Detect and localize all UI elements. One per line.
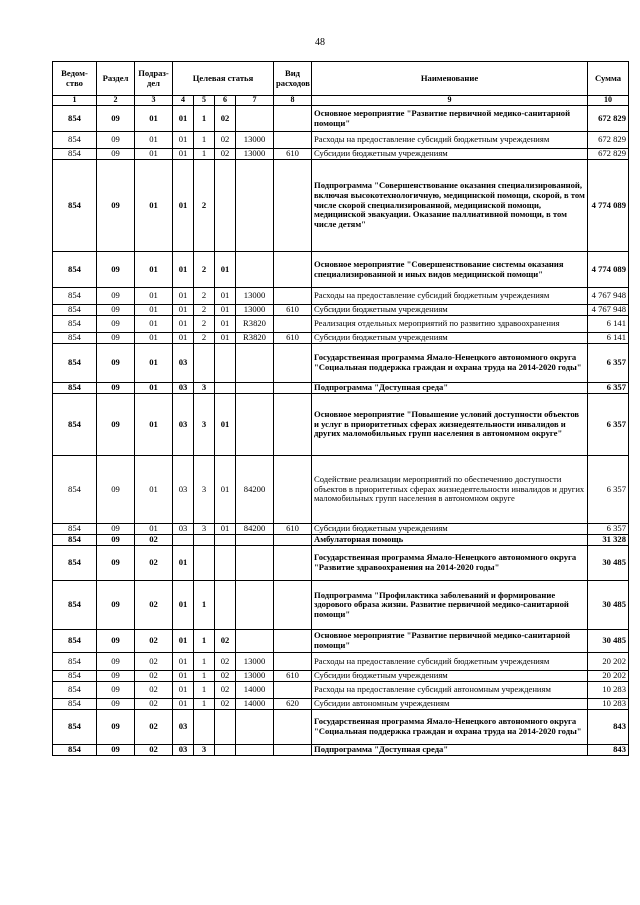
target-article-activity-cell xyxy=(215,710,236,745)
sum-cell: 30 485 xyxy=(588,581,629,630)
page-number: 48 xyxy=(315,37,325,48)
podrazdel-cell: 02 xyxy=(135,745,173,756)
sum-cell: 672 829 xyxy=(588,132,629,149)
column-number: 8 xyxy=(274,96,312,106)
vedomstvo-cell: 854 xyxy=(53,699,97,710)
name-cell: Субсидии бюджетным учреждениям xyxy=(312,149,588,160)
table-row xyxy=(53,252,629,288)
target-article-subprogram-cell xyxy=(194,546,215,581)
header-vedomstvo: Ведом-ство xyxy=(53,62,97,96)
vedomstvo-cell: 854 xyxy=(53,252,97,288)
vedomstvo-cell: 854 xyxy=(53,630,97,653)
razdel-cell: 09 xyxy=(97,456,135,524)
target-article-program-cell: 01 xyxy=(173,106,194,132)
razdel-cell: 09 xyxy=(97,132,135,149)
vedomstvo-cell: 854 xyxy=(53,581,97,630)
target-article-subprogram-cell xyxy=(194,710,215,745)
sum-cell: 30 485 xyxy=(588,630,629,653)
column-number: 5 xyxy=(194,96,215,106)
name-cell: Расходы на предоставление субсидий бюджетным учреждениям xyxy=(312,132,588,149)
sum-cell: 843 xyxy=(588,710,629,745)
podrazdel-cell: 01 xyxy=(135,305,173,316)
expense-type-cell xyxy=(274,288,312,305)
target-article-direction-cell: 13000 xyxy=(236,671,274,682)
header-vid-rashodov: Вид расходов xyxy=(274,62,312,96)
razdel-cell: 09 xyxy=(97,316,135,333)
target-article-program-cell: 01 xyxy=(173,671,194,682)
expense-type-cell xyxy=(274,653,312,671)
expense-type-cell xyxy=(274,745,312,756)
podrazdel-cell: 02 xyxy=(135,682,173,699)
table-row xyxy=(53,630,629,653)
column-number: 3 xyxy=(135,96,173,106)
razdel-cell: 09 xyxy=(97,344,135,383)
vedomstvo-cell: 854 xyxy=(53,160,97,252)
target-article-program-cell: 03 xyxy=(173,383,194,394)
table-row xyxy=(53,344,629,383)
name-cell: Основное мероприятие "Развитие первичной медико-санитарной помощи" xyxy=(312,106,588,132)
target-article-program-cell: 01 xyxy=(173,630,194,653)
target-article-subprogram-cell: 2 xyxy=(194,316,215,333)
target-article-direction-cell: R3820 xyxy=(236,316,274,333)
name-cell: Реализация отдельных мероприятий по развитию здравоохранения xyxy=(312,316,588,333)
vedomstvo-cell: 854 xyxy=(53,344,97,383)
column-number: 10 xyxy=(588,96,629,106)
expense-type-cell: 620 xyxy=(274,699,312,710)
expense-type-cell: 610 xyxy=(274,149,312,160)
table-row xyxy=(53,394,629,456)
razdel-cell: 09 xyxy=(97,333,135,344)
podrazdel-cell: 02 xyxy=(135,653,173,671)
sum-cell: 843 xyxy=(588,745,629,756)
vedomstvo-cell: 854 xyxy=(53,333,97,344)
table-row xyxy=(53,456,629,524)
expense-type-cell: 610 xyxy=(274,305,312,316)
target-article-direction-cell: 13000 xyxy=(236,132,274,149)
table-row xyxy=(53,671,629,682)
target-article-activity-cell: 01 xyxy=(215,305,236,316)
vedomstvo-cell: 854 xyxy=(53,546,97,581)
column-number: 7 xyxy=(236,96,274,106)
sum-cell: 31 328 xyxy=(588,535,629,546)
target-article-program-cell: 01 xyxy=(173,149,194,160)
expense-type-cell xyxy=(274,383,312,394)
name-cell: Основное мероприятие "Повышение условий доступности объектов и услуг в приоритетных сферах жизнедеятельности инвалидов и других маломобильных групп населения в автономном округе" xyxy=(312,394,588,456)
vedomstvo-cell: 854 xyxy=(53,745,97,756)
header-naimenovanie: Наименование xyxy=(312,62,588,96)
target-article-subprogram-cell: 1 xyxy=(194,132,215,149)
sum-cell: 10 283 xyxy=(588,699,629,710)
target-article-subprogram-cell: 2 xyxy=(194,160,215,252)
sum-cell: 4 767 948 xyxy=(588,288,629,305)
expense-type-cell xyxy=(274,252,312,288)
target-article-program-cell: 01 xyxy=(173,316,194,333)
podrazdel-cell: 01 xyxy=(135,333,173,344)
target-article-activity-cell: 02 xyxy=(215,653,236,671)
target-article-subprogram-cell: 1 xyxy=(194,671,215,682)
target-article-subprogram-cell: 2 xyxy=(194,305,215,316)
podrazdel-cell: 01 xyxy=(135,383,173,394)
expense-type-cell: 610 xyxy=(274,524,312,535)
target-article-subprogram-cell: 3 xyxy=(194,394,215,456)
target-article-direction-cell xyxy=(236,546,274,581)
razdel-cell: 09 xyxy=(97,288,135,305)
target-article-program-cell: 03 xyxy=(173,710,194,745)
target-article-direction-cell xyxy=(236,745,274,756)
table-row xyxy=(53,316,629,333)
target-article-direction-cell xyxy=(236,252,274,288)
target-article-activity-cell xyxy=(215,581,236,630)
target-article-activity-cell xyxy=(215,745,236,756)
target-article-program-cell: 01 xyxy=(173,252,194,288)
expense-type-cell xyxy=(274,160,312,252)
target-article-program-cell: 01 xyxy=(173,288,194,305)
razdel-cell: 09 xyxy=(97,106,135,132)
target-article-subprogram-cell: 3 xyxy=(194,524,215,535)
target-article-program-cell: 01 xyxy=(173,546,194,581)
podrazdel-cell: 01 xyxy=(135,344,173,383)
target-article-direction-cell xyxy=(236,160,274,252)
target-article-activity-cell: 02 xyxy=(215,630,236,653)
header-summa: Сумма xyxy=(588,62,629,96)
vedomstvo-cell: 854 xyxy=(53,305,97,316)
target-article-activity-cell: 02 xyxy=(215,682,236,699)
sum-cell: 672 829 xyxy=(588,106,629,132)
expense-type-cell xyxy=(274,546,312,581)
target-article-direction-cell xyxy=(236,106,274,132)
razdel-cell: 09 xyxy=(97,535,135,546)
column-number: 4 xyxy=(173,96,194,106)
name-cell: Подпрограмма "Доступная среда" xyxy=(312,383,588,394)
target-article-subprogram-cell: 1 xyxy=(194,106,215,132)
podrazdel-cell: 01 xyxy=(135,288,173,305)
podrazdel-cell: 01 xyxy=(135,524,173,535)
target-article-activity-cell xyxy=(215,546,236,581)
podrazdel-cell: 02 xyxy=(135,699,173,710)
vedomstvo-cell: 854 xyxy=(53,394,97,456)
target-article-direction-cell xyxy=(236,581,274,630)
target-article-program-cell: 01 xyxy=(173,653,194,671)
target-article-subprogram-cell: 2 xyxy=(194,333,215,344)
name-cell: Подпрограмма "Профилактика заболеваний и формирование здорового образа жизни. Развитие первичной медико-санитарной помощи" xyxy=(312,581,588,630)
table-row xyxy=(53,653,629,671)
table-row xyxy=(53,305,629,316)
expense-type-cell xyxy=(274,581,312,630)
name-cell: Расходы на предоставление субсидий бюджетным учреждениям xyxy=(312,653,588,671)
target-article-activity-cell: 01 xyxy=(215,524,236,535)
target-article-subprogram-cell: 1 xyxy=(194,630,215,653)
target-article-subprogram-cell: 1 xyxy=(194,149,215,160)
target-article-direction-cell xyxy=(236,383,274,394)
expense-type-cell xyxy=(274,316,312,333)
target-article-activity-cell: 02 xyxy=(215,106,236,132)
target-article-direction-cell: 84200 xyxy=(236,456,274,524)
podrazdel-cell: 01 xyxy=(135,456,173,524)
razdel-cell: 09 xyxy=(97,710,135,745)
target-article-program-cell: 03 xyxy=(173,524,194,535)
podrazdel-cell: 01 xyxy=(135,149,173,160)
target-article-direction-cell xyxy=(236,394,274,456)
vedomstvo-cell: 854 xyxy=(53,149,97,160)
table-row xyxy=(53,535,629,546)
razdel-cell: 09 xyxy=(97,149,135,160)
podrazdel-cell: 01 xyxy=(135,106,173,132)
target-article-activity-cell: 01 xyxy=(215,288,236,305)
expense-type-cell xyxy=(274,535,312,546)
podrazdel-cell: 01 xyxy=(135,316,173,333)
target-article-program-cell: 01 xyxy=(173,333,194,344)
expense-type-cell: 610 xyxy=(274,671,312,682)
table-row xyxy=(53,581,629,630)
name-cell: Амбулаторная помощь xyxy=(312,535,588,546)
vedomstvo-cell: 854 xyxy=(53,288,97,305)
budget-table xyxy=(52,61,629,756)
target-article-subprogram-cell: 2 xyxy=(194,252,215,288)
target-article-direction-cell: 84200 xyxy=(236,524,274,535)
razdel-cell: 09 xyxy=(97,524,135,535)
podrazdel-cell: 02 xyxy=(135,535,173,546)
target-article-program-cell: 01 xyxy=(173,581,194,630)
sum-cell: 10 283 xyxy=(588,682,629,699)
target-article-activity-cell: 01 xyxy=(215,394,236,456)
vedomstvo-cell: 854 xyxy=(53,456,97,524)
expense-type-cell xyxy=(274,710,312,745)
table-row xyxy=(53,383,629,394)
name-cell: Субсидии бюджетным учреждениям xyxy=(312,524,588,535)
column-number: 9 xyxy=(312,96,588,106)
target-article-subprogram-cell: 1 xyxy=(194,682,215,699)
sum-cell: 6 141 xyxy=(588,316,629,333)
name-cell: Основное мероприятие "Совершенствование системы оказания специализированной и иных видов медицинской помощи" xyxy=(312,252,588,288)
razdel-cell: 09 xyxy=(97,671,135,682)
sum-cell: 6 357 xyxy=(588,524,629,535)
target-article-direction-cell: 13000 xyxy=(236,305,274,316)
target-article-direction-cell xyxy=(236,630,274,653)
razdel-cell: 09 xyxy=(97,745,135,756)
name-cell: Субсидии автономным учреждениям xyxy=(312,699,588,710)
table-row xyxy=(53,106,629,132)
target-article-activity-cell: 02 xyxy=(215,699,236,710)
sum-cell: 6 141 xyxy=(588,333,629,344)
target-article-subprogram-cell: 1 xyxy=(194,653,215,671)
table-row xyxy=(53,699,629,710)
target-article-activity-cell: 01 xyxy=(215,333,236,344)
target-article-activity-cell: 02 xyxy=(215,149,236,160)
razdel-cell: 09 xyxy=(97,682,135,699)
table-row xyxy=(53,149,629,160)
razdel-cell: 09 xyxy=(97,546,135,581)
target-article-activity-cell: 01 xyxy=(215,316,236,333)
header-celevaya-statya: Целевая статья xyxy=(173,62,274,96)
expense-type-cell xyxy=(274,630,312,653)
name-cell: Субсидии бюджетным учреждениям xyxy=(312,671,588,682)
razdel-cell: 09 xyxy=(97,653,135,671)
target-article-program-cell: 03 xyxy=(173,394,194,456)
vedomstvo-cell: 854 xyxy=(53,524,97,535)
razdel-cell: 09 xyxy=(97,581,135,630)
table-body xyxy=(53,106,629,756)
target-article-program-cell: 01 xyxy=(173,682,194,699)
target-article-subprogram-cell xyxy=(194,344,215,383)
razdel-cell: 09 xyxy=(97,699,135,710)
name-cell: Подпрограмма "Доступная среда" xyxy=(312,745,588,756)
target-article-subprogram-cell: 3 xyxy=(194,745,215,756)
table-row xyxy=(53,160,629,252)
razdel-cell: 09 xyxy=(97,383,135,394)
name-cell: Расходы на предоставление субсидий автономным учреждениям xyxy=(312,682,588,699)
header-podrazdel: Подраз-дел xyxy=(135,62,173,96)
target-article-program-cell: 03 xyxy=(173,344,194,383)
target-article-direction-cell xyxy=(236,710,274,745)
target-article-subprogram-cell: 2 xyxy=(194,288,215,305)
vedomstvo-cell: 854 xyxy=(53,316,97,333)
target-article-activity-cell xyxy=(215,383,236,394)
target-article-direction-cell: R3820 xyxy=(236,333,274,344)
table-row xyxy=(53,682,629,699)
expense-type-cell: 610 xyxy=(274,333,312,344)
podrazdel-cell: 01 xyxy=(135,394,173,456)
column-number-row xyxy=(53,96,629,106)
target-article-activity-cell xyxy=(215,344,236,383)
sum-cell: 20 202 xyxy=(588,653,629,671)
podrazdel-cell: 02 xyxy=(135,581,173,630)
target-article-direction-cell: 14000 xyxy=(236,699,274,710)
name-cell: Государственная программа Ямало-Ненецкого автономного округа "Социальная поддержка граждан и охрана труда на 2014-2020 годы" xyxy=(312,710,588,745)
target-article-activity-cell xyxy=(215,160,236,252)
header-razdel: Раздел xyxy=(97,62,135,96)
column-number: 1 xyxy=(53,96,97,106)
target-article-program-cell: 01 xyxy=(173,699,194,710)
vedomstvo-cell: 854 xyxy=(53,106,97,132)
table-row xyxy=(53,745,629,756)
name-cell: Государственная программа Ямало-Ненецкого автономного округа "Социальная поддержка граждан и охрана труда на 2014-2020 годы" xyxy=(312,344,588,383)
column-number: 6 xyxy=(215,96,236,106)
target-article-activity-cell: 01 xyxy=(215,456,236,524)
vedomstvo-cell: 854 xyxy=(53,383,97,394)
razdel-cell: 09 xyxy=(97,305,135,316)
podrazdel-cell: 01 xyxy=(135,132,173,149)
sum-cell: 6 357 xyxy=(588,456,629,524)
expense-type-cell xyxy=(274,394,312,456)
target-article-activity-cell: 01 xyxy=(215,252,236,288)
podrazdel-cell: 02 xyxy=(135,671,173,682)
razdel-cell: 09 xyxy=(97,252,135,288)
vedomstvo-cell: 854 xyxy=(53,132,97,149)
target-article-direction-cell xyxy=(236,535,274,546)
target-article-direction-cell: 13000 xyxy=(236,149,274,160)
vedomstvo-cell: 854 xyxy=(53,710,97,745)
table-row xyxy=(53,710,629,745)
razdel-cell: 09 xyxy=(97,394,135,456)
sum-cell: 4 774 089 xyxy=(588,160,629,252)
target-article-direction-cell: 13000 xyxy=(236,288,274,305)
name-cell: Государственная программа Ямало-Ненецкого автономного округа "Развитие здравоохранения на 2014-2020 годы" xyxy=(312,546,588,581)
target-article-program-cell xyxy=(173,535,194,546)
target-article-activity-cell xyxy=(215,535,236,546)
table-row xyxy=(53,288,629,305)
target-article-program-cell: 01 xyxy=(173,132,194,149)
target-article-direction-cell xyxy=(236,344,274,383)
expense-type-cell xyxy=(274,132,312,149)
name-cell: Основное мероприятие "Развитие первичной медико-санитарной помощи" xyxy=(312,630,588,653)
expense-type-cell xyxy=(274,456,312,524)
target-article-subprogram-cell: 1 xyxy=(194,699,215,710)
name-cell: Подпрограмма "Совершенствование оказания специализированной, включая высокотехнологичную, медицинской помощи, скорой, в том числе скорой специализированной, медицинской помощи, медицинской эвакуации. Оказание паллиативной помощи, в том числе детям" xyxy=(312,160,588,252)
vedomstvo-cell: 854 xyxy=(53,671,97,682)
podrazdel-cell: 02 xyxy=(135,546,173,581)
target-article-direction-cell: 13000 xyxy=(236,653,274,671)
expense-type-cell xyxy=(274,106,312,132)
name-cell: Расходы на предоставление субсидий бюджетным учреждениям xyxy=(312,288,588,305)
podrazdel-cell: 02 xyxy=(135,630,173,653)
razdel-cell: 09 xyxy=(97,630,135,653)
target-article-program-cell: 01 xyxy=(173,160,194,252)
table-row xyxy=(53,333,629,344)
vedomstvo-cell: 854 xyxy=(53,653,97,671)
column-number: 2 xyxy=(97,96,135,106)
sum-cell: 6 357 xyxy=(588,383,629,394)
target-article-subprogram-cell: 3 xyxy=(194,456,215,524)
name-cell: Субсидии бюджетным учреждениям xyxy=(312,333,588,344)
target-article-program-cell: 01 xyxy=(173,305,194,316)
table-row xyxy=(53,132,629,149)
podrazdel-cell: 01 xyxy=(135,252,173,288)
expense-type-cell xyxy=(274,344,312,383)
sum-cell: 4 774 089 xyxy=(588,252,629,288)
target-article-program-cell: 03 xyxy=(173,745,194,756)
vedomstvo-cell: 854 xyxy=(53,682,97,699)
sum-cell: 4 767 948 xyxy=(588,305,629,316)
sum-cell: 30 485 xyxy=(588,546,629,581)
razdel-cell: 09 xyxy=(97,160,135,252)
header-row xyxy=(53,62,629,96)
expense-type-cell xyxy=(274,682,312,699)
target-article-activity-cell: 02 xyxy=(215,132,236,149)
name-cell: Содействие реализации мероприятий по обеспечению доступности объектов в приоритетных сферах жизнедеятельности инвалидов и других маломобильных групп населения в автономном округе xyxy=(312,456,588,524)
target-article-subprogram-cell: 3 xyxy=(194,383,215,394)
sum-cell: 672 829 xyxy=(588,149,629,160)
target-article-subprogram-cell xyxy=(194,535,215,546)
podrazdel-cell: 02 xyxy=(135,710,173,745)
target-article-program-cell: 03 xyxy=(173,456,194,524)
target-article-activity-cell: 02 xyxy=(215,671,236,682)
target-article-subprogram-cell: 1 xyxy=(194,581,215,630)
sum-cell: 20 202 xyxy=(588,671,629,682)
podrazdel-cell: 01 xyxy=(135,160,173,252)
table-row xyxy=(53,546,629,581)
sum-cell: 6 357 xyxy=(588,394,629,456)
sum-cell: 6 357 xyxy=(588,344,629,383)
table-row xyxy=(53,524,629,535)
vedomstvo-cell: 854 xyxy=(53,535,97,546)
name-cell: Субсидии бюджетным учреждениям xyxy=(312,305,588,316)
target-article-direction-cell: 14000 xyxy=(236,682,274,699)
